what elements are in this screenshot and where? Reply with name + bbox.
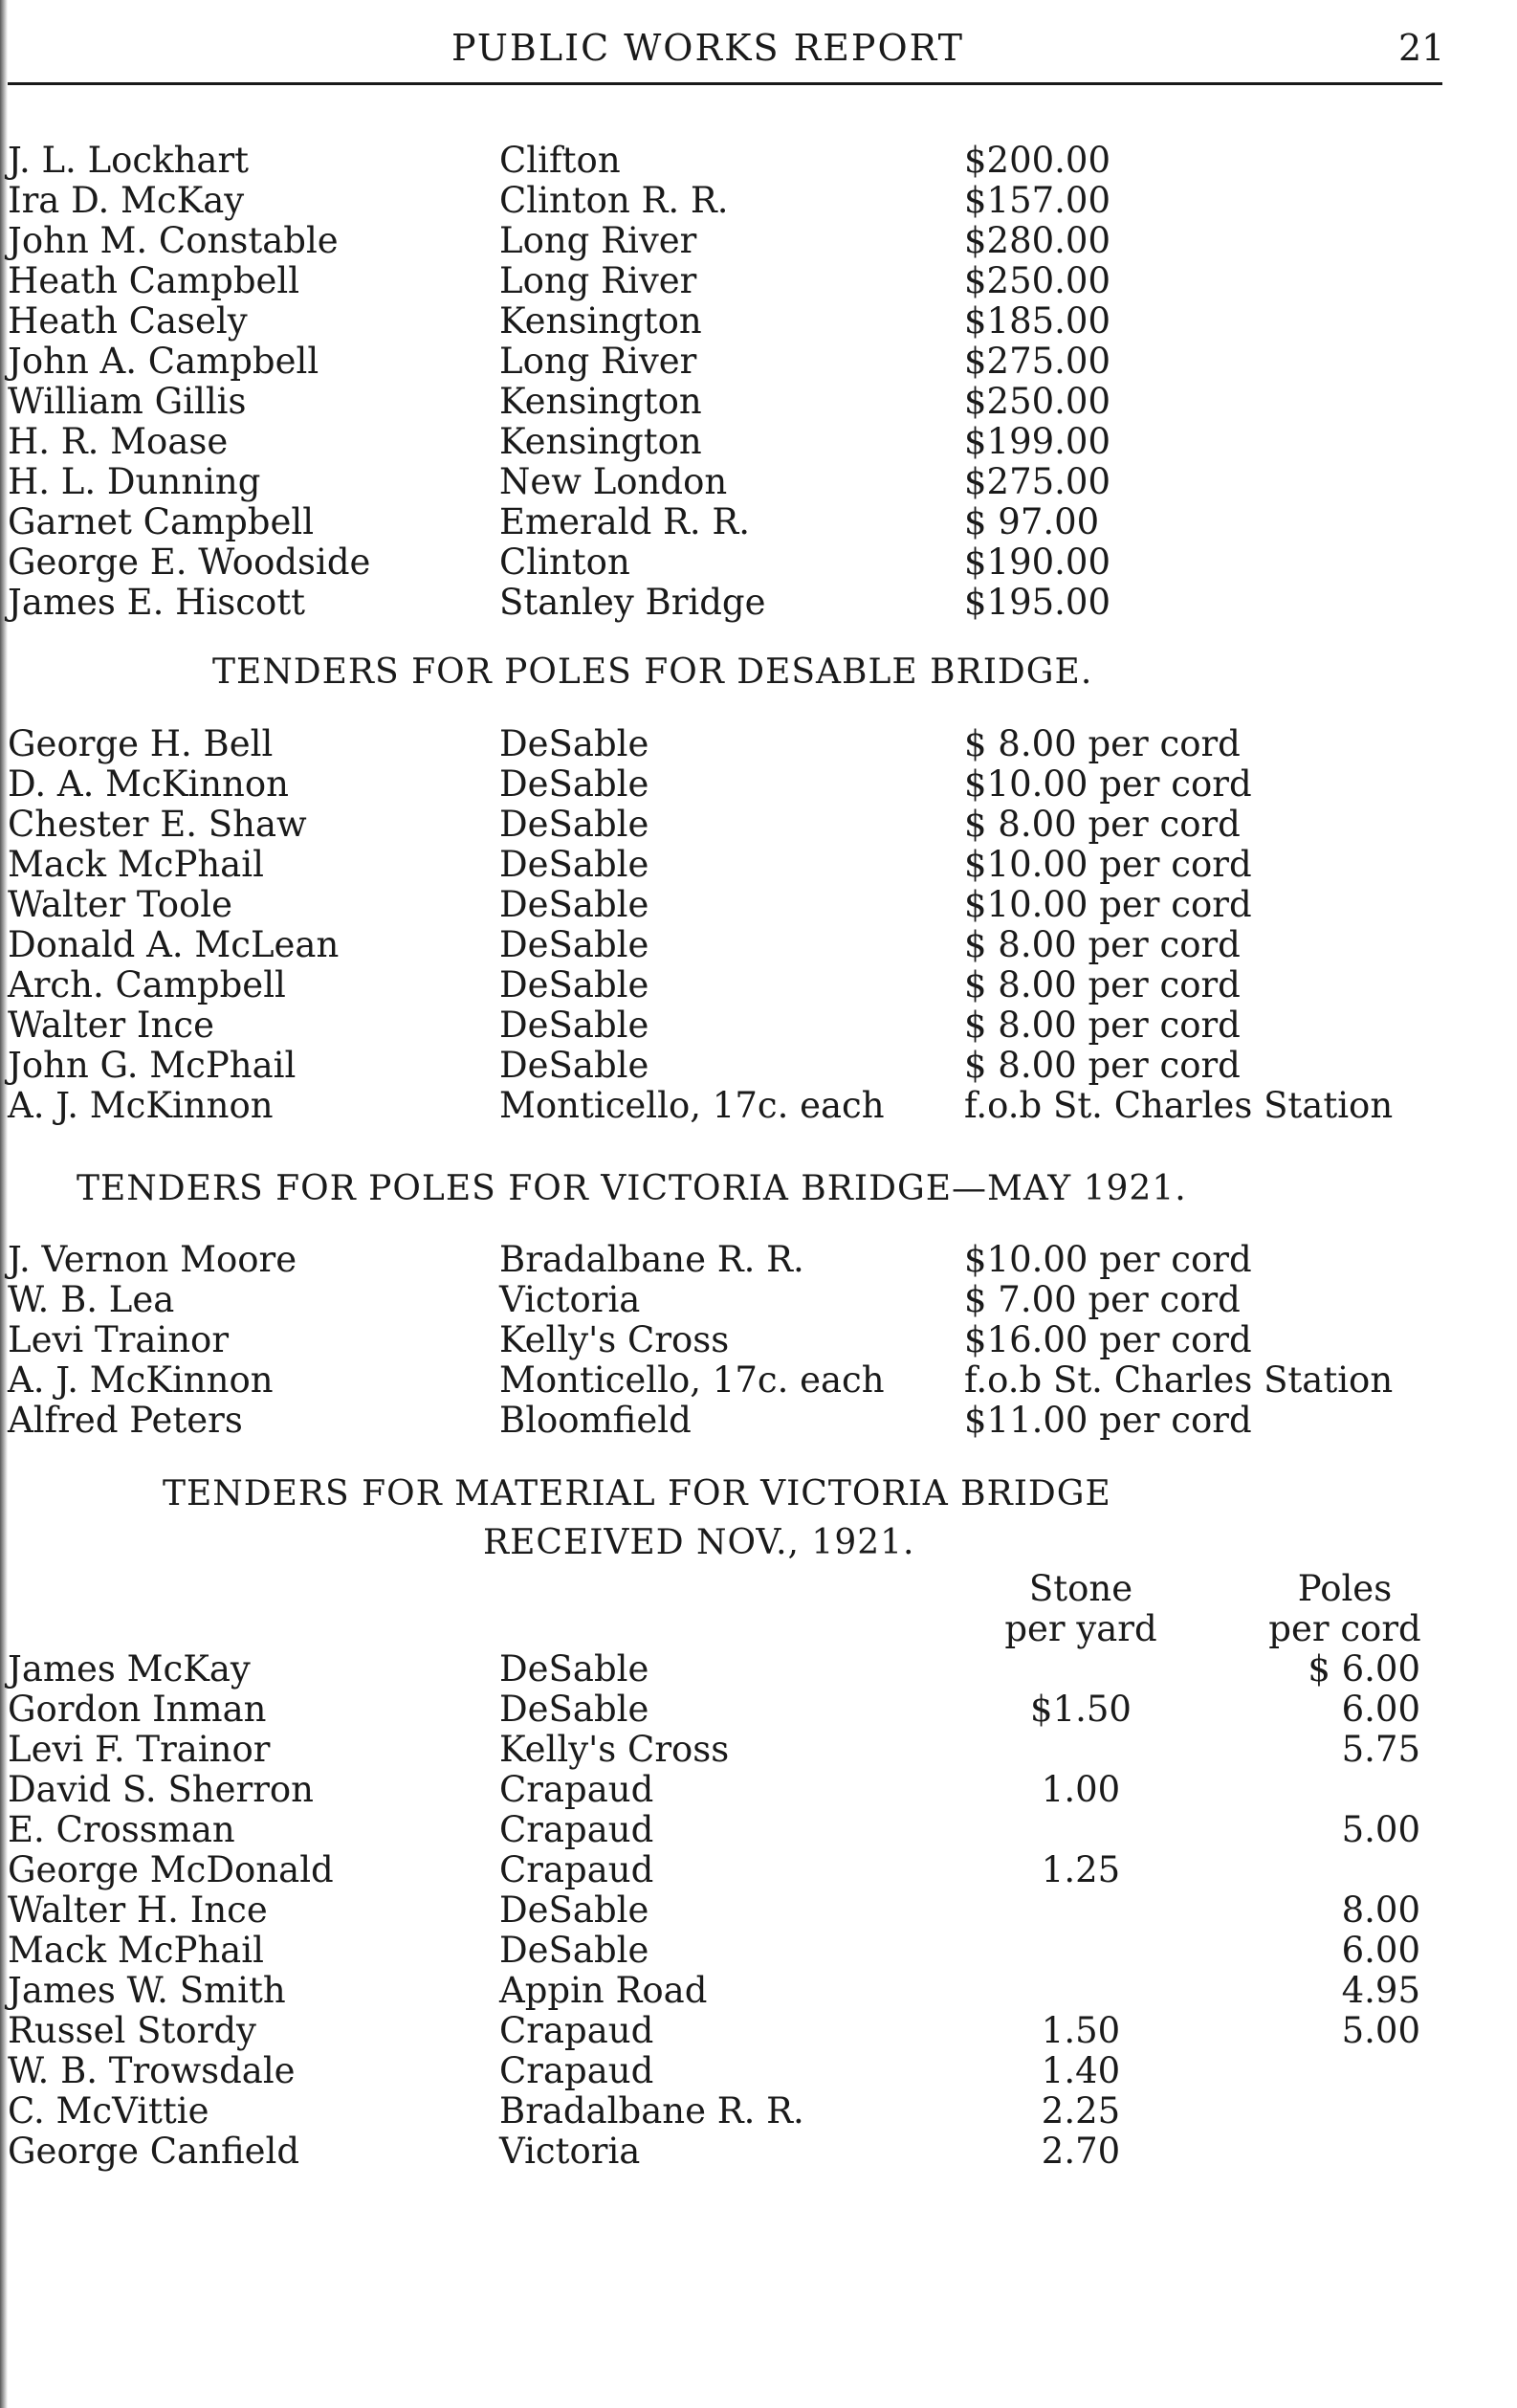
section-heading-material: TENDERS FOR MATERIAL FOR VICTORIA BRIDGE bbox=[163, 1474, 1111, 1513]
tender-name: E. Crossman bbox=[8, 1809, 235, 1850]
tender-amount: $ 7.00 per cord bbox=[964, 1279, 1241, 1320]
table-row bbox=[0, 2051, 1517, 2091]
tender-name: John M. Constable bbox=[8, 220, 339, 261]
tender-place: Bloomfield bbox=[499, 1400, 692, 1441]
section-heading-victoria: TENDERS FOR POLES FOR VICTORIA BRIDGE—MAY 1921. bbox=[77, 1169, 1187, 1208]
tender-name: Heath Casely bbox=[8, 300, 248, 342]
table-row bbox=[0, 2091, 1517, 2132]
stone-price: 2.25 bbox=[1041, 2090, 1121, 2132]
table-row bbox=[0, 1971, 1517, 2011]
tender-place: Stanley Bridge bbox=[499, 582, 766, 623]
tender-place: Bradalbane R. R. bbox=[499, 1239, 804, 1280]
tender-name: Walter H. Ince bbox=[8, 1889, 268, 1931]
tender-amount: $199.00 bbox=[964, 421, 1111, 462]
tender-amount: $ 8.00 per cord bbox=[964, 1045, 1241, 1086]
table-row bbox=[0, 1931, 1517, 1971]
table-row bbox=[0, 1690, 1517, 1730]
list-item bbox=[0, 422, 1517, 462]
tender-name: William Gillis bbox=[8, 381, 247, 422]
list-item bbox=[0, 1401, 1517, 1441]
list-item bbox=[0, 1320, 1517, 1360]
tender-place: DeSable bbox=[499, 924, 649, 965]
table-row bbox=[0, 1810, 1517, 1850]
stone-price: 1.00 bbox=[1041, 1769, 1121, 1810]
list-item bbox=[0, 965, 1517, 1005]
tender-name: George McDonald bbox=[8, 1849, 334, 1890]
tender-place: Crapaud bbox=[499, 1849, 654, 1890]
table-row bbox=[0, 2132, 1517, 2172]
tender-amount: $280.00 bbox=[964, 220, 1111, 261]
tender-table-material bbox=[0, 1649, 1517, 2172]
column-header-poles-line1: Poles bbox=[1297, 1568, 1393, 1609]
list-item bbox=[0, 382, 1517, 422]
tender-place: Crapaud bbox=[499, 2050, 654, 2091]
list-item bbox=[0, 181, 1517, 221]
tender-name: James E. Hiscott bbox=[8, 582, 305, 623]
tender-place: Kelly's Cross bbox=[499, 1729, 730, 1770]
tender-place: Kelly's Cross bbox=[499, 1319, 730, 1360]
table-row bbox=[0, 2011, 1517, 2051]
tender-place: DeSable bbox=[499, 1930, 649, 1971]
tender-name: David S. Sherron bbox=[8, 1769, 315, 1810]
tender-name: James McKay bbox=[8, 1648, 251, 1690]
list-item bbox=[0, 724, 1517, 764]
tender-amount: $275.00 bbox=[964, 461, 1111, 502]
tender-name: W. B. Lea bbox=[8, 1279, 175, 1320]
stone-price: 1.50 bbox=[1041, 2010, 1121, 2051]
list-item bbox=[0, 261, 1517, 301]
stone-price: 1.40 bbox=[1041, 2050, 1121, 2091]
tender-list-desable bbox=[0, 724, 1517, 1126]
list-item bbox=[0, 1086, 1517, 1126]
tender-amount: $200.00 bbox=[964, 140, 1111, 181]
poles-price: 6.00 bbox=[1341, 1689, 1420, 1730]
tender-name: Russel Stordy bbox=[8, 2010, 256, 2051]
tender-name: Ira D. McKay bbox=[8, 180, 245, 221]
list-item bbox=[0, 342, 1517, 382]
tender-amount: $10.00 per cord bbox=[964, 763, 1252, 805]
tender-amount: f.o.b St. Charles Station bbox=[964, 1085, 1394, 1126]
tender-place: DeSable bbox=[499, 804, 649, 845]
tender-place: DeSable bbox=[499, 1005, 649, 1046]
tender-place: Victoria bbox=[499, 1279, 641, 1320]
tender-name: George E. Woodside bbox=[8, 541, 371, 583]
tender-name: H. R. Moase bbox=[8, 421, 229, 462]
tender-place: DeSable bbox=[499, 1045, 649, 1086]
list-item bbox=[0, 301, 1517, 342]
tender-place: Emerald R. R. bbox=[499, 501, 751, 542]
tender-place: DeSable bbox=[499, 884, 649, 925]
tender-name: Donald A. McLean bbox=[8, 924, 340, 965]
tender-place: Clinton bbox=[499, 541, 630, 583]
list-item bbox=[0, 1280, 1517, 1320]
tender-amount: $ 97.00 bbox=[964, 501, 1100, 542]
poles-price: 4.95 bbox=[1341, 1970, 1420, 2011]
tender-place: Kensington bbox=[499, 421, 702, 462]
tender-name: J. Vernon Moore bbox=[8, 1239, 297, 1280]
list-item bbox=[0, 925, 1517, 965]
poles-price: 8.00 bbox=[1341, 1889, 1420, 1931]
poles-price: $ 6.00 bbox=[1308, 1648, 1420, 1690]
tender-amount: $250.00 bbox=[964, 381, 1111, 422]
tender-amount: $250.00 bbox=[964, 260, 1111, 301]
tender-list-victoria bbox=[0, 1240, 1517, 1441]
stone-price: $1.50 bbox=[1030, 1689, 1132, 1730]
tender-name: Garnet Campbell bbox=[8, 501, 315, 542]
header-rule bbox=[8, 82, 1442, 85]
tender-amount: $195.00 bbox=[964, 582, 1111, 623]
list-item bbox=[0, 583, 1517, 623]
tender-place: Bradalbane R. R. bbox=[499, 2090, 804, 2132]
tender-place: Victoria bbox=[499, 2131, 641, 2172]
tender-place: Monticello, 17c. each bbox=[499, 1085, 885, 1126]
tender-place: DeSable bbox=[499, 723, 649, 764]
tender-name: Levi Trainor bbox=[8, 1319, 230, 1360]
tender-name: George Canfield bbox=[8, 2131, 300, 2172]
table-row bbox=[0, 1649, 1517, 1690]
tender-amount: $ 8.00 per cord bbox=[964, 723, 1241, 764]
tender-amount: $ 8.00 per cord bbox=[964, 804, 1241, 845]
column-header-stone bbox=[956, 1569, 1205, 1649]
table-row bbox=[0, 1730, 1517, 1770]
tender-place: Monticello, 17c. each bbox=[499, 1359, 885, 1401]
poles-price: 5.00 bbox=[1341, 1809, 1420, 1850]
tender-name: J. L. Lockhart bbox=[8, 140, 250, 181]
tender-amount: $ 8.00 per cord bbox=[964, 924, 1241, 965]
tender-name: A. J. McKinnon bbox=[8, 1359, 274, 1401]
tender-place: Long River bbox=[499, 341, 697, 382]
tender-amount: $10.00 per cord bbox=[964, 844, 1252, 885]
tender-place: DeSable bbox=[499, 763, 649, 805]
tender-place: DeSable bbox=[499, 1648, 649, 1690]
tender-name: Walter Toole bbox=[8, 884, 233, 925]
column-header-poles bbox=[1249, 1569, 1440, 1649]
tender-name: Mack McPhail bbox=[8, 1930, 264, 1971]
tender-name: Gordon Inman bbox=[8, 1689, 267, 1730]
tender-amount: $185.00 bbox=[964, 300, 1111, 342]
list-item bbox=[0, 1240, 1517, 1280]
tender-name: Chester E. Shaw bbox=[8, 804, 307, 845]
tender-name: Arch. Campbell bbox=[8, 964, 286, 1005]
tender-amount: $190.00 bbox=[964, 541, 1111, 583]
tender-name: Walter Ince bbox=[8, 1005, 214, 1046]
list-item bbox=[0, 1360, 1517, 1401]
list-item bbox=[0, 462, 1517, 502]
tender-place: DeSable bbox=[499, 1889, 649, 1931]
tender-name: A. J. McKinnon bbox=[8, 1085, 274, 1126]
poles-price: 5.00 bbox=[1341, 2010, 1420, 2051]
tender-name: C. McVittie bbox=[8, 2090, 209, 2132]
list-item bbox=[0, 502, 1517, 542]
tender-name: H. L. Dunning bbox=[8, 461, 261, 502]
list-item bbox=[0, 1005, 1517, 1046]
table-row bbox=[0, 1770, 1517, 1810]
tender-list-first bbox=[0, 141, 1517, 623]
list-item bbox=[0, 221, 1517, 261]
tender-name: Alfred Peters bbox=[8, 1400, 243, 1441]
tender-amount: f.o.b St. Charles Station bbox=[964, 1359, 1394, 1401]
column-header-poles-line2: per cord bbox=[1268, 1608, 1421, 1649]
tender-amount: $275.00 bbox=[964, 341, 1111, 382]
list-item bbox=[0, 845, 1517, 885]
tender-amount: $10.00 per cord bbox=[964, 884, 1252, 925]
stone-price: 2.70 bbox=[1041, 2131, 1121, 2172]
tender-place: Crapaud bbox=[499, 1809, 654, 1850]
column-header-stone-line2: per yard bbox=[1004, 1608, 1157, 1649]
tender-name: James W. Smith bbox=[8, 1970, 286, 2011]
tender-amount: $16.00 per cord bbox=[964, 1319, 1252, 1360]
tender-place: Crapaud bbox=[499, 1769, 654, 1810]
poles-price: 6.00 bbox=[1341, 1930, 1420, 1971]
list-item bbox=[0, 1046, 1517, 1086]
tender-amount: $11.00 per cord bbox=[964, 1400, 1252, 1441]
list-item bbox=[0, 764, 1517, 805]
page-number: 21 bbox=[1398, 27, 1445, 69]
tender-amount: $ 8.00 per cord bbox=[964, 1005, 1241, 1046]
tender-name: George H. Bell bbox=[8, 723, 274, 764]
tender-place: Appin Road bbox=[499, 1970, 708, 2011]
tender-name: W. B. Trowsdale bbox=[8, 2050, 296, 2091]
poles-price: 5.75 bbox=[1341, 1729, 1420, 1770]
tender-place: New London bbox=[499, 461, 728, 502]
running-head: PUBLIC WORKS REPORT bbox=[451, 27, 964, 69]
page-header bbox=[0, 27, 1517, 75]
tender-place: Kensington bbox=[499, 300, 702, 342]
list-item bbox=[0, 141, 1517, 181]
tender-place: Clinton R. R. bbox=[499, 180, 729, 221]
tender-place: Kensington bbox=[499, 381, 702, 422]
tender-name: Mack McPhail bbox=[8, 844, 264, 885]
tender-amount: $ 8.00 per cord bbox=[964, 964, 1241, 1005]
stone-price: 1.25 bbox=[1041, 1849, 1121, 1890]
column-header-stone-line1: Stone bbox=[1028, 1568, 1133, 1609]
table-row bbox=[0, 1850, 1517, 1890]
tender-place: Long River bbox=[499, 220, 697, 261]
tender-name: John G. McPhail bbox=[8, 1045, 297, 1086]
tender-name: Heath Campbell bbox=[8, 260, 300, 301]
tender-place: DeSable bbox=[499, 1689, 649, 1730]
tender-amount: $157.00 bbox=[964, 180, 1111, 221]
list-item bbox=[0, 542, 1517, 583]
tender-name: D. A. McKinnon bbox=[8, 763, 289, 805]
table-row bbox=[0, 1890, 1517, 1931]
tender-name: John A. Campbell bbox=[8, 341, 319, 382]
tender-place: Long River bbox=[499, 260, 697, 301]
tender-place: Clifton bbox=[499, 140, 621, 181]
tender-place: Crapaud bbox=[499, 2010, 654, 2051]
tender-place: DeSable bbox=[499, 964, 649, 1005]
list-item bbox=[0, 885, 1517, 925]
list-item bbox=[0, 805, 1517, 845]
tender-place: DeSable bbox=[499, 844, 649, 885]
section-heading-desable: TENDERS FOR POLES FOR DESABLE BRIDGE. bbox=[212, 652, 1093, 692]
tender-name: Levi F. Trainor bbox=[8, 1729, 271, 1770]
tender-amount: $10.00 per cord bbox=[964, 1239, 1252, 1280]
section-subheading-material: RECEIVED NOV., 1921. bbox=[483, 1523, 915, 1562]
